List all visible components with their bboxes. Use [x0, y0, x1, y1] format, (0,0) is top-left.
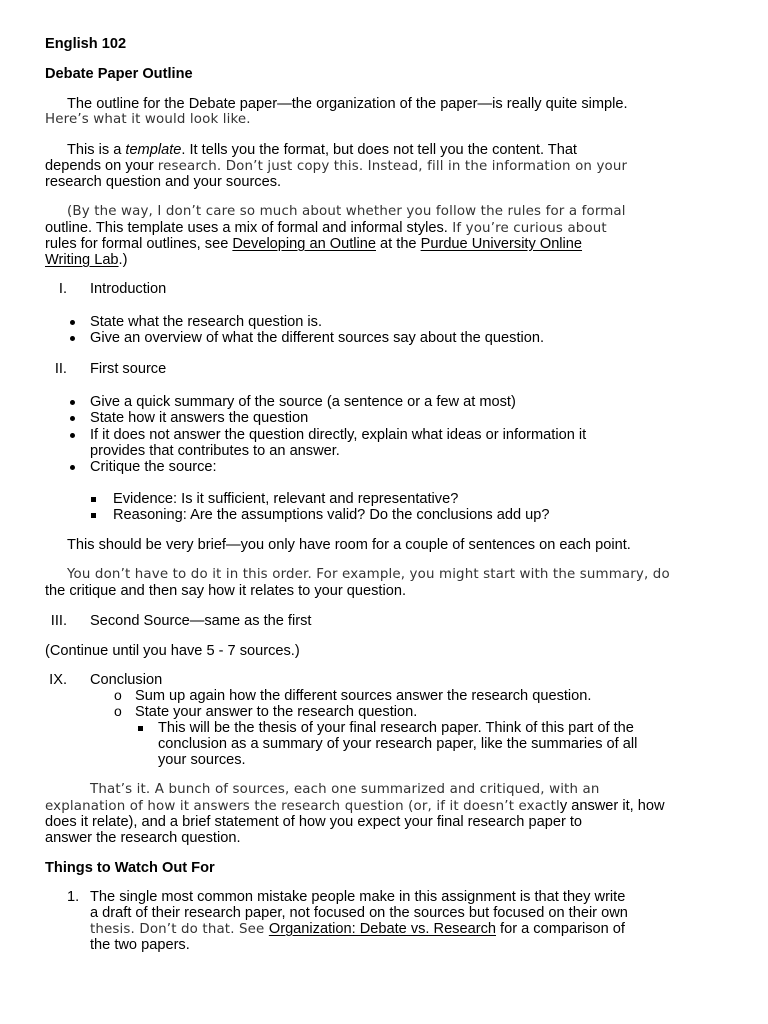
bullet-icon — [70, 400, 75, 405]
writing-lab-link[interactable]: Writing Lab — [45, 252, 119, 268]
bullet-text: your sources. — [158, 752, 246, 768]
document-title: Debate Paper Outline — [45, 66, 193, 82]
text-run: for a comparison of — [496, 921, 625, 937]
summary-line: does it relate), and a brief statement of how you expect your final research paper to — [45, 814, 583, 830]
section-title: First source — [90, 361, 167, 377]
developing-outline-link[interactable]: Developing an Outline — [232, 236, 376, 252]
text-run: .) — [118, 252, 128, 268]
bullet-icon — [70, 416, 75, 421]
template-emphasis: template — [125, 142, 182, 158]
bullet-item — [90, 394, 516, 410]
text-run: This is a — [67, 142, 126, 158]
bullet-text: State what the research question is. — [90, 314, 323, 330]
bullet-icon — [70, 465, 75, 470]
text-run: y answer it, how — [559, 798, 665, 814]
template-line — [67, 142, 577, 158]
text-run: outline. This template uses a mix of formal and informal styles. — [45, 220, 448, 236]
purdue-owl-link[interactable]: Purdue University Online — [420, 236, 583, 252]
byway-line — [45, 236, 582, 252]
text-run: thesis. Don’t do that. See — [90, 922, 269, 937]
note-line: This should be very brief—you only have room for a couple of sentences on each point. — [67, 537, 631, 553]
bullet-item — [90, 410, 308, 426]
order-line: You don’t have to do it in this order. For example, you might start with the summary, do — [67, 567, 670, 582]
intro-line: The outline for the Debate paper—the organization of the paper—is really quite simple. — [67, 96, 628, 112]
sub-bullet-item — [113, 507, 549, 523]
bullet-text: Evidence: Is it sufficient, relevant and representative? — [113, 491, 459, 507]
section-number: IX. — [49, 672, 67, 688]
watch-line — [90, 921, 625, 938]
summary-line: answer the research question. — [45, 830, 241, 846]
bullet-text: This will be the thesis of your final research paper. Think of this part of the — [158, 720, 634, 736]
template-line: research question and your sources. — [45, 174, 282, 190]
bullet-icon — [70, 336, 75, 341]
text-run: research. Don’t just copy this. Instead, fill in the information on your — [157, 159, 628, 174]
bullet-item — [90, 330, 544, 346]
list-number: 1. — [67, 889, 80, 905]
bullet-icon — [70, 433, 75, 438]
watch-line: The single most common mistake people make in this assignment is that they write — [90, 889, 626, 905]
square-bullet-icon — [138, 726, 143, 731]
summary-line: That’s it. A bunch of sources, each one summarized and critiqued, with an — [90, 782, 600, 797]
bullet-item — [90, 459, 217, 475]
debate-vs-research-link[interactable]: Organization: Debate vs. Research — [268, 921, 496, 937]
section-title: Second Source—same as the first — [90, 613, 312, 629]
bullet-text: Critique the source: — [90, 459, 217, 475]
circle-bullet-item — [114, 703, 418, 720]
sub-bullet-item — [113, 491, 458, 507]
bullet-text: conclusion as a summary of your research paper, like the summaries of all — [158, 736, 638, 752]
bullet-text: provides that contributes to an answer. — [90, 443, 340, 459]
bullet-text: Reasoning: Are the assumptions valid? Do the conclusions add up? — [113, 507, 550, 523]
bullet-text: Sum up again how the different sources answer the research question. — [135, 688, 592, 704]
text-run: depends on your — [45, 158, 158, 174]
order-line: the critique and then say how it relates to your question. — [45, 583, 407, 599]
bullet-item — [90, 314, 322, 330]
intro-line: Here’s what it would look like. — [45, 112, 251, 127]
section-title: Conclusion — [90, 672, 163, 688]
bullet-item — [90, 427, 586, 443]
section-number: I. — [58, 281, 67, 297]
watch-heading: Things to Watch Out For — [45, 860, 215, 876]
text-run: rules for formal outlines, see — [45, 236, 233, 252]
text-run: . It tells you the format, but does not tell you the content. That — [181, 142, 577, 158]
section-title: Introduction — [90, 281, 167, 297]
bullet-text: State your answer to the research question. — [135, 704, 418, 720]
continue-note: (Continue until you have 5 - 7 sources.) — [45, 643, 300, 659]
byway-line — [45, 252, 127, 268]
summary-line — [45, 798, 665, 815]
text-run: at the — [375, 236, 421, 252]
circle-bullet-item — [114, 687, 592, 704]
square-bullet-icon — [91, 513, 96, 518]
template-line — [45, 158, 627, 175]
circle-bullet-icon: o — [114, 703, 122, 719]
section-number: II. — [54, 361, 67, 377]
watch-line: a draft of their research paper, not focused on the sources but focused on their own — [90, 905, 628, 921]
watch-line: the two papers. — [90, 937, 190, 953]
bullet-icon — [70, 320, 75, 325]
bullet-text: If it does not answer the question directly, explain what ideas or information it — [90, 427, 587, 443]
square-bullet-icon — [91, 497, 96, 502]
course-heading: English 102 — [45, 36, 127, 52]
bullet-text: Give an overview of what the different sources say about the question. — [90, 330, 545, 346]
section-number: III. — [50, 613, 67, 629]
text-run: explanation of how it answers the research question (or, if it doesn’t exactl — [45, 799, 560, 814]
circle-bullet-icon: o — [114, 687, 122, 703]
byway-line — [45, 220, 607, 237]
byway-line: (By the way, I don’t care so much about whether you follow the rules for a formal — [67, 204, 626, 219]
text-run: If you’re curious about — [447, 221, 607, 236]
bullet-text: State how it answers the question — [90, 410, 309, 426]
square-bullet-item — [158, 720, 634, 736]
bullet-text: Give a quick summary of the source (a sentence or a few at most) — [90, 394, 516, 410]
